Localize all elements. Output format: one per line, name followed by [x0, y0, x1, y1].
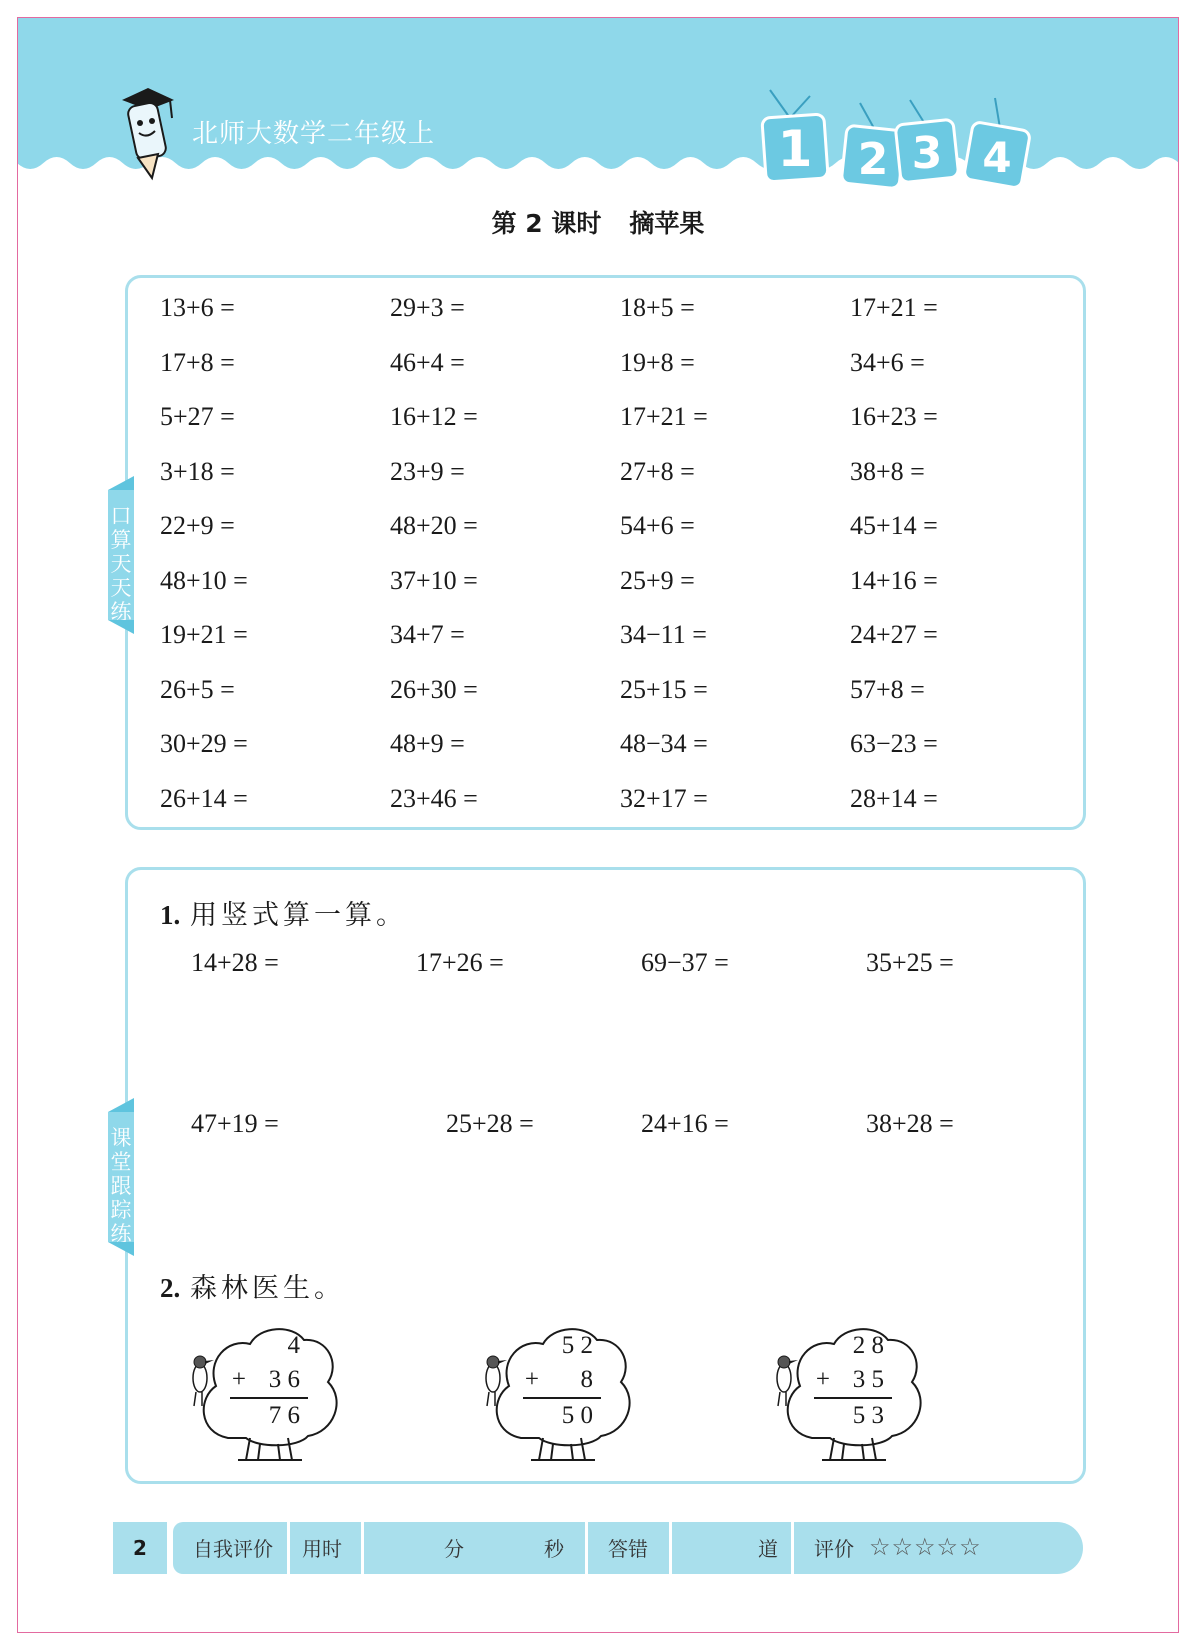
- calc-item: 46+4 =: [390, 347, 465, 377]
- calc-item: 63−23 =: [850, 729, 938, 758]
- question-2-title: [160, 1266, 345, 1305]
- seconds-unit: 秒: [544, 1537, 564, 1561]
- lesson-name: 摘苹果: [629, 209, 705, 238]
- eval-bar: [173, 1522, 1083, 1574]
- calc-item: 45+14 =: [850, 511, 938, 540]
- wrong-count-field[interactable]: [672, 1522, 794, 1574]
- rating-label: 评价: [814, 1537, 854, 1561]
- calc-row: [160, 401, 1080, 456]
- tree-problem-2: [481, 1320, 646, 1465]
- tree-bottom: 8: [580, 1366, 593, 1393]
- tree-problem-3: [772, 1320, 937, 1465]
- calc-row: [160, 292, 1080, 347]
- self-eval-label: 自我评价: [173, 1522, 290, 1574]
- calc-item: 19+21 =: [160, 620, 248, 649]
- calc-item: 18+5 =: [620, 293, 695, 322]
- question-1-number: 1.: [160, 900, 181, 930]
- calc-item: 25+15 =: [620, 674, 708, 704]
- tree-top: 2 8: [852, 1332, 884, 1359]
- question-2-number: 2.: [160, 1273, 181, 1303]
- tree-top: 4: [287, 1332, 300, 1359]
- calc-item: 48+20 =: [390, 511, 478, 540]
- question-1-title: [160, 893, 407, 932]
- calc-item: 28+14 =: [850, 783, 938, 813]
- calc-item: 26+14 =: [160, 783, 248, 813]
- practice-tab: 课堂跟踪练: [108, 1112, 134, 1242]
- tree-op: +: [231, 1366, 246, 1393]
- calc-item: 16+23 =: [850, 402, 938, 431]
- tag-3: 3: [911, 128, 943, 179]
- calc-row: [160, 728, 1080, 783]
- vertical-expr: 25+28 =: [446, 1109, 534, 1138]
- calc-item: 27+8 =: [620, 456, 695, 486]
- calc-item: 23+46 =: [390, 783, 478, 813]
- vertical-expr: 17+26 =: [416, 948, 504, 977]
- calc-item: 26+5 =: [160, 674, 235, 704]
- calc-item: 30+29 =: [160, 729, 248, 758]
- wrong-label: 答错: [588, 1522, 672, 1574]
- calc-item: 48+9 =: [390, 729, 465, 758]
- tree-result: 5 3: [852, 1402, 884, 1429]
- calc-item: 29+3 =: [390, 293, 465, 322]
- time-used-label: 用时: [290, 1522, 364, 1574]
- calc-row: [160, 510, 1080, 565]
- tree-bottom: 3 6: [268, 1366, 300, 1393]
- calc-item: 34−11 =: [620, 620, 707, 649]
- calc-item: 17+21 =: [620, 402, 708, 431]
- pencil-mascot-icon: [114, 78, 180, 182]
- tree-problem-1: [188, 1320, 353, 1465]
- calc-item: 22+9 =: [160, 511, 235, 540]
- tag-1: 1: [777, 120, 813, 178]
- calc-item: 48+10 =: [160, 565, 248, 595]
- calc-item: 17+8 =: [160, 347, 235, 377]
- calc-row: [160, 783, 1080, 838]
- calc-item: 54+6 =: [620, 511, 695, 540]
- calc-item: 19+8 =: [620, 347, 695, 377]
- calc-item: 13+6 =: [160, 293, 235, 322]
- tree-bottom: 3 5: [852, 1366, 884, 1393]
- minutes-unit: 分: [444, 1537, 464, 1561]
- tree-result: 5 0: [561, 1402, 593, 1429]
- vertical-expr: 47+19 =: [191, 1109, 279, 1138]
- footer-eval-bar: [113, 1522, 1083, 1576]
- mental-math-grid: [160, 292, 1080, 837]
- calc-item: 57+8 =: [850, 674, 925, 704]
- calc-row: [160, 674, 1080, 729]
- calc-item: 34+6 =: [850, 347, 925, 377]
- calc-item: 26+30 =: [390, 674, 478, 704]
- question-2-text: 森林医生。: [190, 1273, 345, 1304]
- calc-item: 32+17 =: [620, 783, 708, 813]
- calc-item: 25+9 =: [620, 565, 695, 595]
- lesson-number: 第 2 课时: [491, 209, 602, 238]
- vertical-expr: 14+28 =: [191, 948, 279, 977]
- mental-math-tab: 口算天天练: [108, 490, 134, 620]
- calc-item: 48−34 =: [620, 729, 708, 758]
- number-tags-decoration: [760, 88, 1090, 198]
- count-unit: 道: [758, 1537, 778, 1561]
- calc-item: 24+27 =: [850, 620, 938, 649]
- calc-item: 23+9 =: [390, 456, 465, 486]
- tree-top: 5 2: [561, 1332, 593, 1359]
- vertical-expr: 38+28 =: [866, 1109, 954, 1138]
- tag-2: 2: [857, 134, 889, 185]
- calc-row: [160, 347, 1080, 402]
- calc-row: [160, 565, 1080, 620]
- calc-item: 34+7 =: [390, 620, 465, 649]
- calc-item: 37+10 =: [390, 565, 478, 595]
- calc-row: [160, 619, 1080, 674]
- tree-result: 7 6: [268, 1402, 300, 1429]
- time-field[interactable]: [364, 1522, 588, 1574]
- rating-stars[interactable]: ☆☆☆☆☆: [869, 1535, 982, 1561]
- calc-item: 16+12 =: [390, 402, 478, 431]
- book-title: 北师大数学二年级上: [192, 119, 436, 149]
- calc-item: 3+18 =: [160, 456, 235, 486]
- tree-op: +: [815, 1366, 830, 1393]
- calc-item: 17+21 =: [850, 293, 938, 322]
- calc-item: 38+8 =: [850, 456, 925, 486]
- vertical-expr: 24+16 =: [641, 1109, 729, 1138]
- vertical-expr: 69−37 =: [641, 948, 729, 977]
- page-number: 2: [113, 1522, 167, 1574]
- question-1-text: 用竖式算一算。: [190, 900, 407, 931]
- tree-op: +: [524, 1366, 539, 1393]
- vertical-expr: 35+25 =: [866, 948, 954, 977]
- tag-4: 4: [982, 133, 1012, 182]
- calc-item: 5+27 =: [160, 402, 235, 431]
- calc-item: 14+16 =: [850, 565, 938, 595]
- lesson-title: [0, 204, 1196, 240]
- calc-row: [160, 456, 1080, 511]
